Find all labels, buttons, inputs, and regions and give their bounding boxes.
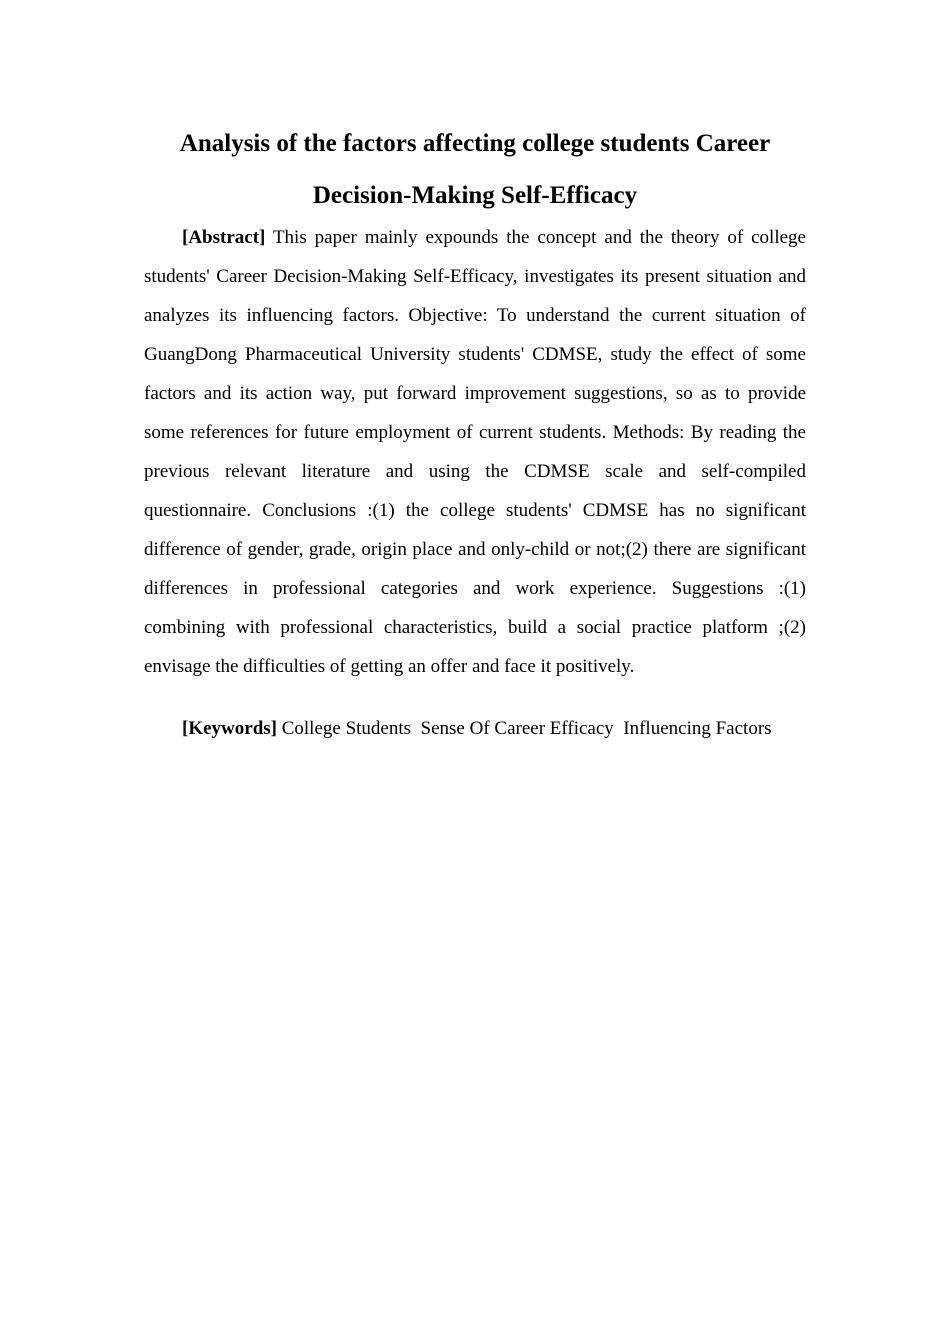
- paper-title: Analysis of the factors affecting college students Career Decision-Making Self-Efficacy: [179, 130, 771, 209]
- abstract-paragraph: [144, 218, 806, 686]
- abstract-label: [Abstract]: [182, 227, 266, 248]
- abstract-text: This paper mainly expounds the concept and the theory of college students' Career Decision-Making Self-Efficacy, investigates its present situation and analyzes its influencing factors. Objective: To understand the current situation of GuangDong Pharmaceutical University students' CDMSE, study the effect of some factors and its action way, put forward improvement suggestions, so as to provide some references for future employment of current students. Methods: By reading the previous relevant literature and using the CDMSE scale and self-compiled questionnaire. Conclusions :(1) the college students' CDMSE has no significant difference of gender, grade, origin place and only-child or not;(2) there are significant differences in professional categories and work experience. Suggestions :(1) combining with professional characteristics, build a social practice platform ;(2) envisage the difficulties of getting an offer and face it positively.: [144, 227, 806, 677]
- keywords-text: College Students Sense Of Career Efficacy Influencing Factors: [281, 718, 772, 739]
- keywords-paragraph: [144, 709, 806, 748]
- keywords-label: [Keywords]: [182, 718, 277, 739]
